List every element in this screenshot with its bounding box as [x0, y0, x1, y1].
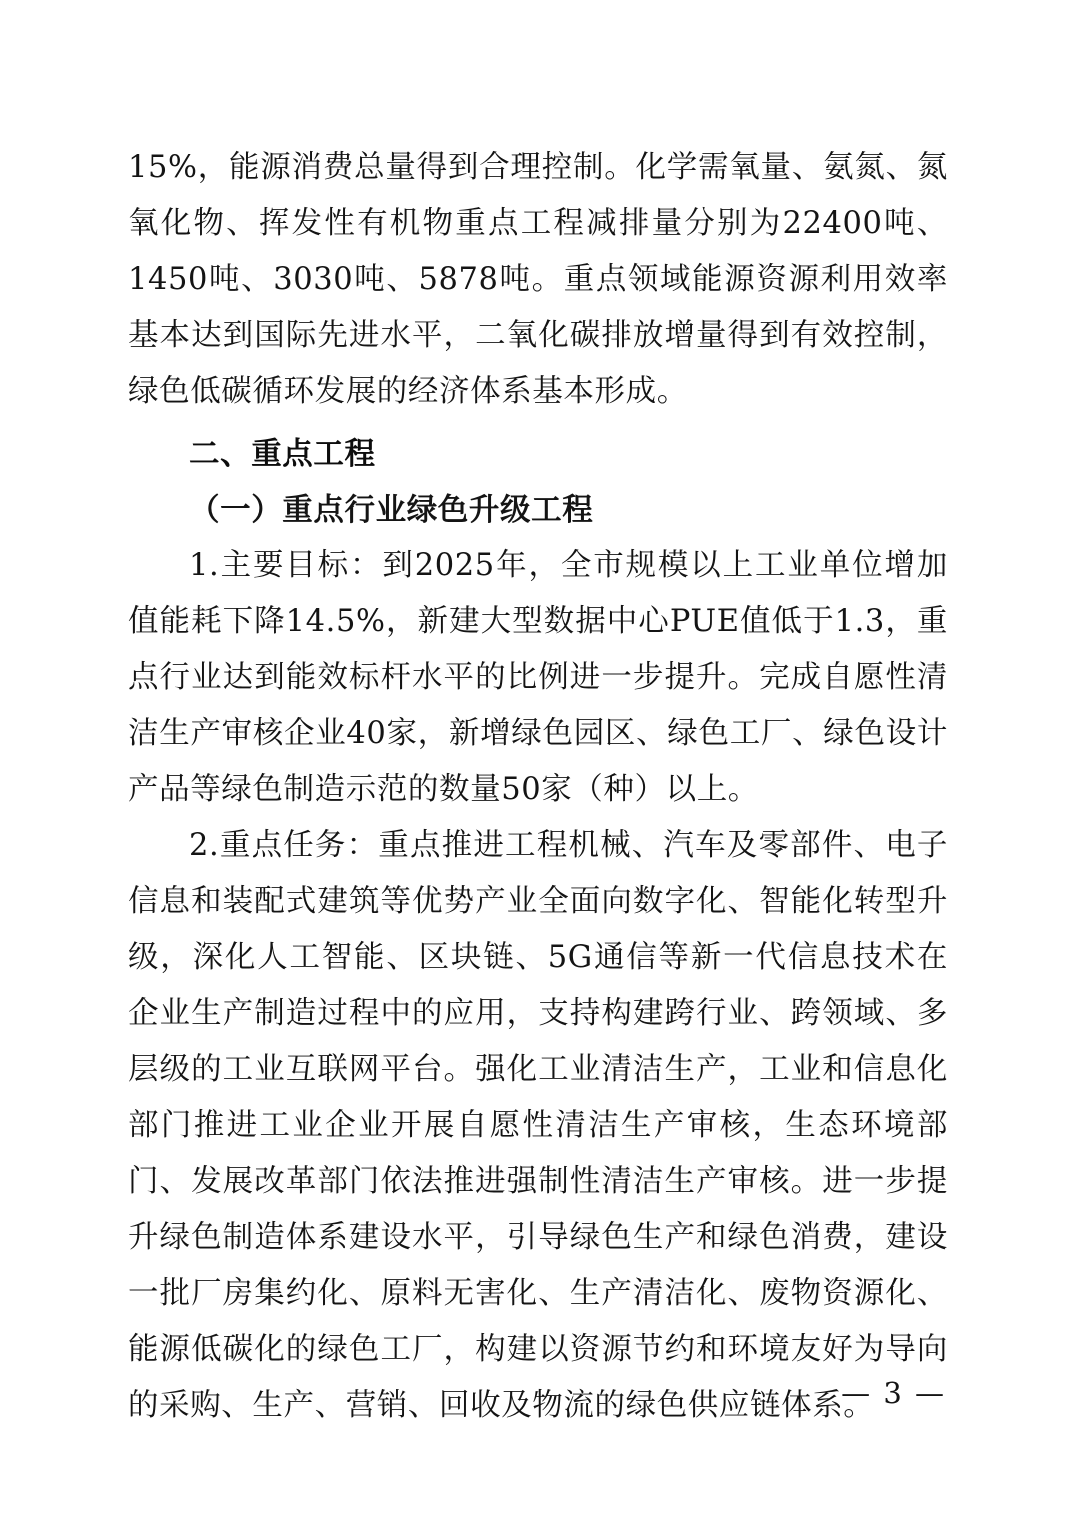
section-heading: 二、重点工程	[189, 436, 376, 472]
page-content	[128, 140, 948, 1434]
paragraph-continuation: 15%，能源消费总量得到合理控制。化学需氧量、氨氮、氮氧化物、挥发性有机物重点工程减排量分别为22400吨、1450吨、3030吨、5878吨。重点领域能源资源利用效率基本达到国际先进水平，二氧化碳排放增量得到有效控制，绿色低碳循环发展的经济体系基本形成。	[128, 150, 948, 409]
page-number: — 3 —	[841, 1376, 946, 1410]
subsection-heading: （一）重点行业绿色升级工程	[189, 492, 594, 528]
paragraph-key-tasks: 2.重点任务：重点推进工程机械、汽车及零部件、电子信息和装配式建筑等优势产业全面向数字化、智能化转型升级，深化人工智能、区块链、5G通信等新一代信息技术在企业生产制造过程中的应用，支持构建跨行业、跨领域、多层级的工业互联网平台。强化工业清洁生产，工业和信息化部门推进工业企业开展自愿性清洁生产审核，生态环境部门、发展改革部门依法推进强制性清洁生产审核。进一步提升绿色制造体系建设水平，引导绿色生产和绿色消费，建设一批厂房集约化、原料无害化、生产清洁化、废物资源化、能源低碳化的绿色工厂，构建以资源节约和环境友好为导向的采购、生产、营销、回收及物流的绿色供应链体系。	[128, 828, 948, 1423]
paragraph-main-objectives: 1.主要目标：到2025年，全市规模以上工业单位增加值能耗下降14.5%，新建大型数据中心PUE值低于1.3，重点行业达到能效标杆水平的比例进一步提升。完成自愿性清洁生产审核企业40家，新增绿色园区、绿色工厂、绿色设计产品等绿色制造示范的数量50家（种）以上。	[128, 548, 948, 807]
